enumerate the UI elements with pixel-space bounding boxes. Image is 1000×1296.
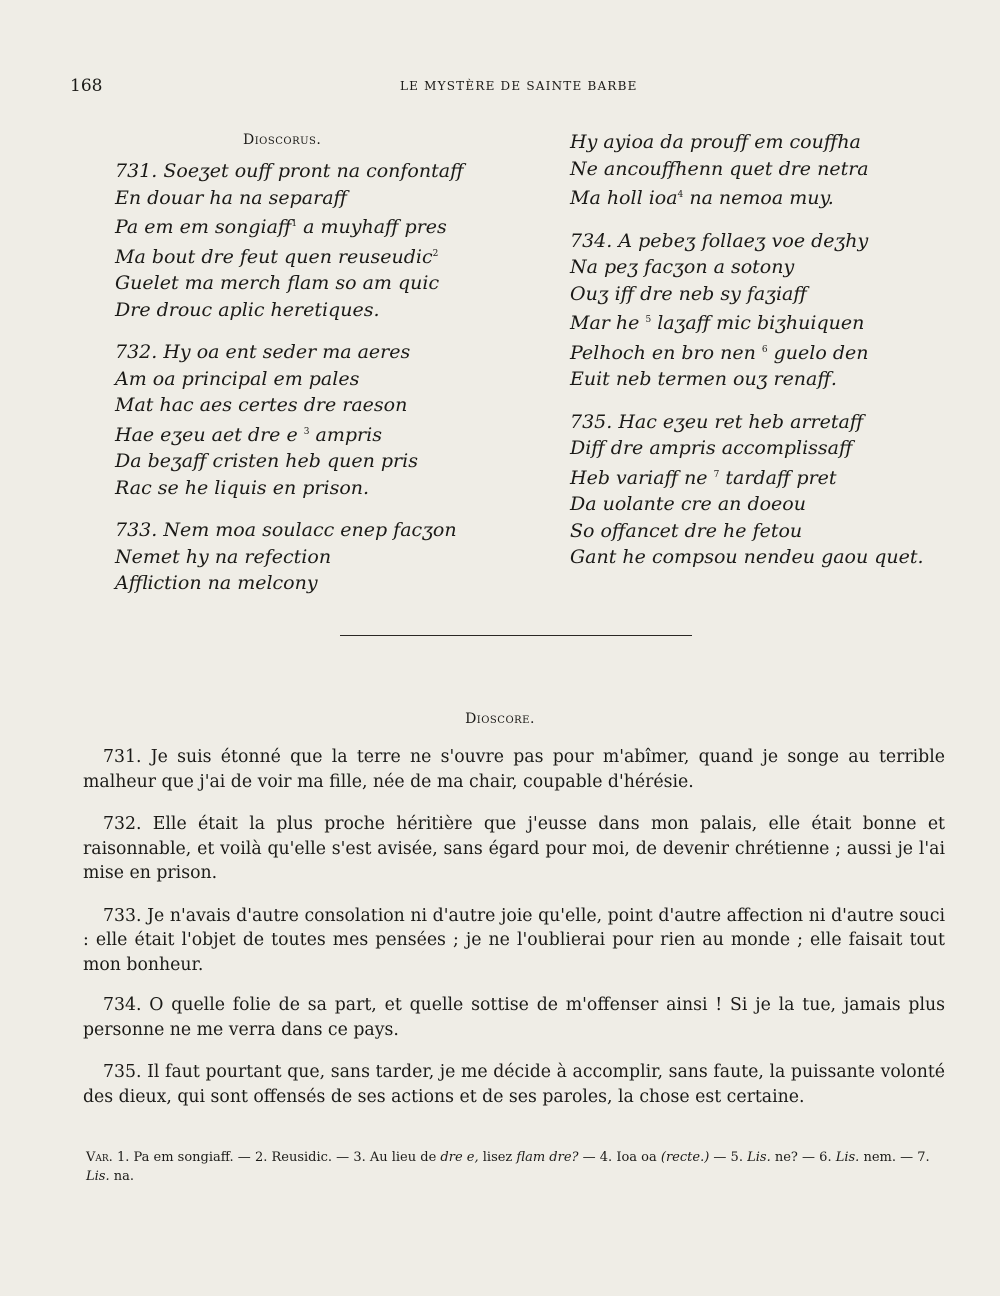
stanza-number: 734. — [570, 229, 613, 252]
stanza-number: 732. — [115, 341, 158, 363]
verse-line: Heb variaff ne $^7$ tardaff pret — [570, 466, 837, 489]
footnote-marker: 4 — [677, 190, 684, 200]
verse-line: Mat hac aes certes dre raeson — [115, 394, 408, 416]
speaker-heading-breton: Dioscorus. — [243, 132, 322, 148]
verse-line: En douar ha na separaff — [115, 186, 347, 209]
verse-line: Hae eʒeu aet dre e $^3$ ampris — [115, 423, 382, 446]
running-title: LE MYSTÈRE DE SAINTE BARBE — [400, 79, 638, 93]
section-divider — [340, 635, 692, 636]
verse-line: Pa em em songiaff$^1$ a muyhaff pres — [115, 216, 447, 238]
breton-right-column — [570, 129, 924, 571]
verse-line: Guelet ma merch flam so am quic — [115, 272, 440, 294]
verse-line: Pelhoch en bro nen $^6$ guelo den — [570, 341, 869, 364]
breton-left-column — [115, 158, 464, 597]
stanza-number: 735. — [570, 410, 613, 433]
verse-line: Euit neb termen ouʒ renaff. — [570, 368, 837, 390]
footnote-marker: 3 — [303, 426, 310, 437]
verse-line: Diff dre ampris accomplissaff — [570, 437, 853, 459]
verse-line: Dre drouc aplic heretiques. — [115, 298, 380, 321]
translation-paragraph: 733. Je n'avais d'autre consolation ni d'autre joie qu'elle, point d'autre affection ni d'autre souci : elle était l'objet de toutes mes pensées ; je ne l'oublierai pour rien au monde ; elle faisait tout mon bonheur. — [83, 905, 945, 975]
verse-line: Da uolante cre an doeou — [570, 493, 806, 515]
french-translation — [83, 745, 945, 1127]
stanza-732 — [115, 339, 464, 501]
stanza-number: 731. — [115, 160, 158, 182]
verse-line: Ma holl ioa$^4$ na nemoa muy. — [570, 187, 834, 209]
footnote-marker: 7 — [713, 469, 720, 480]
verse-line: Da beʒaff cristen heb quen pris — [115, 450, 418, 472]
verse-line: Am oa principal em pales — [115, 367, 360, 390]
verse-line: 733. Nem moa soulacc enep facʒon — [115, 519, 457, 541]
stanza-733-continued — [570, 129, 924, 212]
stanza-735 — [570, 409, 924, 571]
verse-line: 734. A pebeʒ follaeʒ voe deʒhy — [570, 229, 869, 252]
translation-paragraph: 734. O quelle folie de sa part, et quelle sottise de m'offenser ainsi ! Si je la tue, jamais plus personne ne me verra dans ce pays. — [83, 995, 945, 1040]
verse-line: Nemet hy na refection — [115, 545, 332, 568]
verse-line: Rac se he liquis en prison. — [115, 476, 370, 499]
verse-line: 735. Hac eʒeu ret heb arretaff — [570, 410, 864, 433]
verse-line: Na peʒ facʒon a sotony — [570, 256, 795, 278]
verse-line: Mar he $^5$ laʒaff mic biʒhuiquen — [570, 312, 865, 334]
verse-line: Affliction na melcony — [115, 572, 318, 594]
variant-readings: Var. 1. Pa em songiaff. — 2. Reusidic. — 3. Au lieu de dre e, lisez flam dre? — 4. Ioa oa (recte.) — 5. Lis. ne? — 6. Lis. nem. — 7. Lis. na. — [86, 1150, 930, 1184]
stanza-734 — [570, 228, 924, 393]
translation-paragraph: 731. Je suis étonné que la terre ne s'ouvre pas pour m'abîmer, quand je songe au terrible malheur que j'ai de voir ma fille, née de ma chair, coupable d'hérésie. — [83, 747, 945, 792]
stanza-733 — [115, 517, 464, 597]
verse-line: Ouʒ iff dre neb sy faʒiaff — [570, 282, 807, 305]
footnote-marker: 5 — [645, 315, 652, 325]
page-header — [70, 76, 950, 100]
page-number: 168 — [70, 76, 103, 96]
verse-line: So offancet dre he fetou — [570, 519, 803, 542]
speaker-heading-french: Dioscore. — [465, 711, 535, 727]
verse-line: 732. Hy oa ent seder ma aeres — [115, 341, 411, 363]
translation-paragraph: 735. Il faut pourtant que, sans tarder, je me décide à accomplir, sans faute, la puissante volonté des dieux, qui sont offensés de ses actions et de ses paroles, la chose est certaine. — [83, 1062, 945, 1107]
stanza-731 — [115, 158, 464, 323]
stanza-number: 733. — [115, 519, 158, 541]
footnote-marker: 1 — [291, 219, 298, 229]
verse-line: Ma bout dre feut quen reuseudic$^2$ — [115, 245, 439, 268]
verse-line: 731. Soeʒet ouff pront na confontaff — [115, 160, 464, 182]
variants-label: Var. — [86, 1150, 113, 1165]
verse-line: Ne ancouffhenn quet dre netra — [570, 157, 869, 180]
translation-paragraph: 732. Elle était la plus proche héritière que j'eusse dans mon palais, elle était bonne et raisonnable, et voilà qu'elle s'est avisée, sans égard pour moi, de devenir chrétienne ; aussi je l'ai mise en prison. — [83, 814, 945, 883]
footnote-marker: 2 — [432, 248, 439, 259]
verse-line: Gant he compsou nendeu gaou quet. — [570, 546, 924, 568]
footnote-marker: 6 — [761, 344, 768, 355]
verse-line: Hy ayioa da prouff em couffha — [570, 131, 861, 153]
